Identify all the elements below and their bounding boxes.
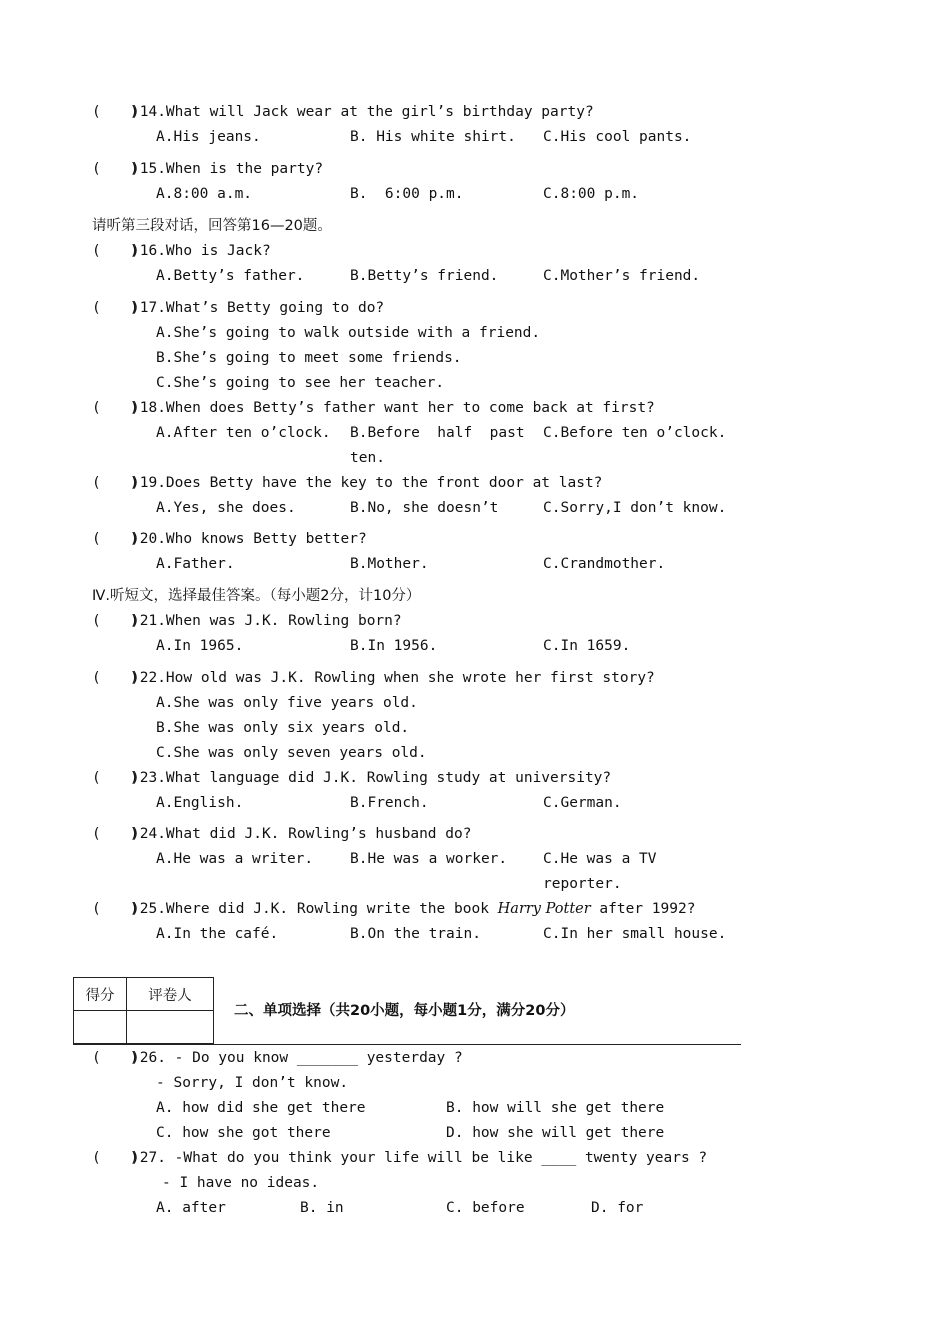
answer-blank[interactable]: ( ): [92, 243, 139, 259]
option-b: B.No, she doesn’t: [350, 500, 499, 516]
option-b: B.She was only six years old.: [156, 720, 410, 736]
question-text: after 1992?: [590, 901, 696, 917]
question-18: )18.When does Betty’s father want her to come back at first?: [131, 400, 655, 416]
option-d: D. how she will get there: [446, 1125, 665, 1141]
option-d: D. for: [591, 1200, 644, 1216]
option-c: C.8:00 p.m.: [543, 186, 640, 202]
answer-blank[interactable]: ( ): [92, 104, 139, 120]
divider: [73, 1044, 741, 1045]
option-c: C. before: [446, 1200, 525, 1216]
option-c-cont: reporter.: [543, 876, 622, 892]
option-a: A.After ten o’clock.: [156, 425, 331, 441]
option-c: C.Sorry,I don’t know.: [543, 500, 727, 516]
option-c: C.She’s going to see her teacher.: [156, 375, 445, 391]
question-27: )27. -What do you think your life will be like ____ twenty years ?: [131, 1150, 708, 1166]
option-c: C. how she got there: [156, 1125, 331, 1141]
option-b: B.Before half past: [350, 425, 525, 441]
option-b: B.French.: [350, 795, 429, 811]
option-a: A.8:00 a.m.: [156, 186, 253, 202]
option-b: B.Betty’s friend.: [350, 268, 499, 284]
option-b: B. His white shirt.: [350, 129, 516, 145]
question-23: )23.What language did J.K. Rowling study at university?: [131, 770, 612, 786]
option-a: A.In 1965.: [156, 638, 244, 654]
answer-blank[interactable]: ( ): [92, 400, 139, 416]
option-a: A.His jeans.: [156, 129, 261, 145]
question-17: )17.What’s Betty going to do?: [131, 300, 385, 316]
option-a: A.In the café.: [156, 926, 279, 942]
answer-blank[interactable]: ( ): [92, 531, 139, 547]
option-c: C.Mother’s friend.: [543, 268, 701, 284]
option-a: A.She was only five years old.: [156, 695, 418, 711]
option-a: A.English.: [156, 795, 244, 811]
part-title: 二、单项选择（共20小题，每小题1分，满分20分）: [234, 1003, 575, 1019]
option-b: B.On the train.: [350, 926, 481, 942]
answer-blank[interactable]: ( ): [92, 613, 139, 629]
section-instruction: Ⅳ.听短文，选择最佳答案。（每小题2分，计10分）: [92, 588, 421, 604]
option-b-cont: ten.: [350, 450, 385, 466]
question-19: )19.Does Betty have the key to the front door at last?: [131, 475, 603, 491]
question-26: )26. - Do you know _______ yesterday ?: [131, 1050, 463, 1066]
option-c: C.He was a TV: [543, 851, 657, 867]
answer-blank[interactable]: ( ): [92, 826, 139, 842]
question-15: )15.When is the party?: [131, 161, 324, 177]
section-instruction: 请听第三段对话，回答第16—20题。: [92, 218, 332, 234]
option-c: C.In her small house.: [543, 926, 727, 942]
option-a: A.Betty’s father.: [156, 268, 305, 284]
option-b: B.He was a worker.: [350, 851, 508, 867]
option-c: C.Crandmother.: [543, 556, 666, 572]
score-header: 得分: [74, 978, 127, 1011]
answer-blank[interactable]: ( ): [92, 1150, 139, 1166]
question-20: )20.Who knows Betty better?: [131, 531, 367, 547]
option-a: A.Father.: [156, 556, 235, 572]
answer-blank[interactable]: ( ): [92, 475, 139, 491]
book-title: Harry Potter: [497, 901, 591, 917]
option-b: B.She’s going to meet some friends.: [156, 350, 462, 366]
option-a: A. how did she get there: [156, 1100, 366, 1116]
reply: - Sorry, I don’t know.: [156, 1075, 349, 1091]
answer-blank[interactable]: ( ): [92, 901, 139, 917]
answer-blank[interactable]: ( ): [92, 670, 139, 686]
answer-blank[interactable]: ( ): [92, 770, 139, 786]
option-b: B. 6:00 p.m.: [350, 186, 464, 202]
option-a: A.He was a writer.: [156, 851, 314, 867]
question-24: )24.What did J.K. Rowling’s husband do?: [131, 826, 472, 842]
grader-cell[interactable]: [127, 1011, 214, 1044]
answer-blank[interactable]: ( ): [92, 161, 139, 177]
answer-blank[interactable]: ( ): [92, 300, 139, 316]
option-b: B. in: [300, 1200, 344, 1216]
question-16: )16.Who is Jack?: [131, 243, 271, 259]
option-c: C.His cool pants.: [543, 129, 692, 145]
question-14: )14.What will Jack wear at the girl’s birthday party?: [131, 104, 594, 120]
option-b: B.In 1956.: [350, 638, 438, 654]
option-b: B.Mother.: [350, 556, 429, 572]
reply: - I have no ideas.: [162, 1175, 320, 1191]
option-c: C.She was only seven years old.: [156, 745, 427, 761]
option-c: C.In 1659.: [543, 638, 631, 654]
score-cell[interactable]: [74, 1011, 127, 1044]
question-text: )25.Where did J.K. Rowling write the book: [131, 901, 498, 917]
grader-header: 评卷人: [127, 978, 214, 1011]
option-a: A. after: [156, 1200, 226, 1216]
answer-blank[interactable]: ( ): [92, 1050, 139, 1066]
option-b: B. how will she get there: [446, 1100, 665, 1116]
option-a: A.She’s going to walk outside with a friend.: [156, 325, 541, 341]
question-25: [131, 899, 695, 919]
score-table: [73, 977, 214, 1044]
question-21: )21.When was J.K. Rowling born?: [131, 613, 402, 629]
question-22: )22.How old was J.K. Rowling when she wrote her first story?: [131, 670, 655, 686]
option-a: A.Yes, she does.: [156, 500, 296, 516]
option-c: C.German.: [543, 795, 622, 811]
option-c: C.Before ten o’clock.: [543, 425, 727, 441]
